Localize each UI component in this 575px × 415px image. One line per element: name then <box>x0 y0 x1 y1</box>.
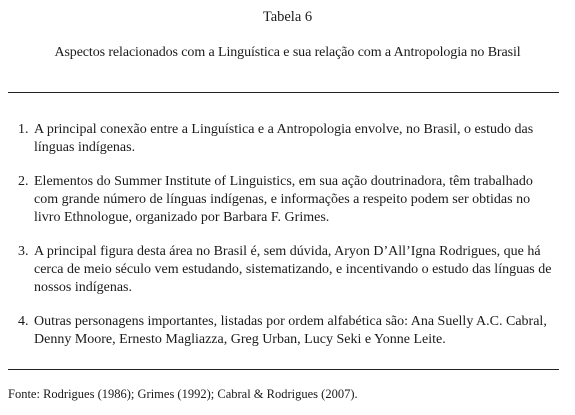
item-text: Elementos do Summer Institute of Linguistics, em sua ação doutrinadora, têm trabalhado com grande número de línguas indígenas, e informações a respeito podem ser obtidas no livro Ethnologue, organizado por Barbara F. Grimes. <box>34 174 533 225</box>
item-number: 2. <box>18 174 29 189</box>
item-number: 4. <box>18 314 29 329</box>
table-title: Aspectos relacionados com a Linguística e sua relação com a Antropologia no Brasil <box>54 45 521 60</box>
list-item <box>18 313 558 349</box>
item-text: Outras personagens importantes, listadas por ordem alfabética são: Ana Suelly A.C. Cabral, Denny Moore, Ernesto Magliazza, Greg Urban, Lucy Seki e Yonne Leite. <box>34 314 547 347</box>
top-rule <box>8 92 559 93</box>
list-item <box>18 243 558 297</box>
list-item <box>18 173 558 227</box>
item-text: A principal conexão entre a Linguística e a Antropologia envolve, no Brasil, o estudo das línguas indígenas. <box>34 122 534 155</box>
bottom-rule <box>8 369 559 370</box>
source-note: Fonte: Rodrigues (1986); Grimes (1992); Cabral & Rodrigues (2007). <box>8 387 358 401</box>
item-number: 1. <box>18 122 29 137</box>
list-item <box>18 121 558 157</box>
item-number: 3. <box>18 244 29 259</box>
table-number: Tabela 6 <box>262 9 313 25</box>
item-text: A principal figura desta área no Brasil é, sem dúvida, Aryon D’All’Igna Rodrigues, que há cerca de meio século vem estudando, sistematizando, e incentivando o estudo das línguas de nossos indígenas. <box>34 244 552 295</box>
item-list <box>18 121 558 365</box>
